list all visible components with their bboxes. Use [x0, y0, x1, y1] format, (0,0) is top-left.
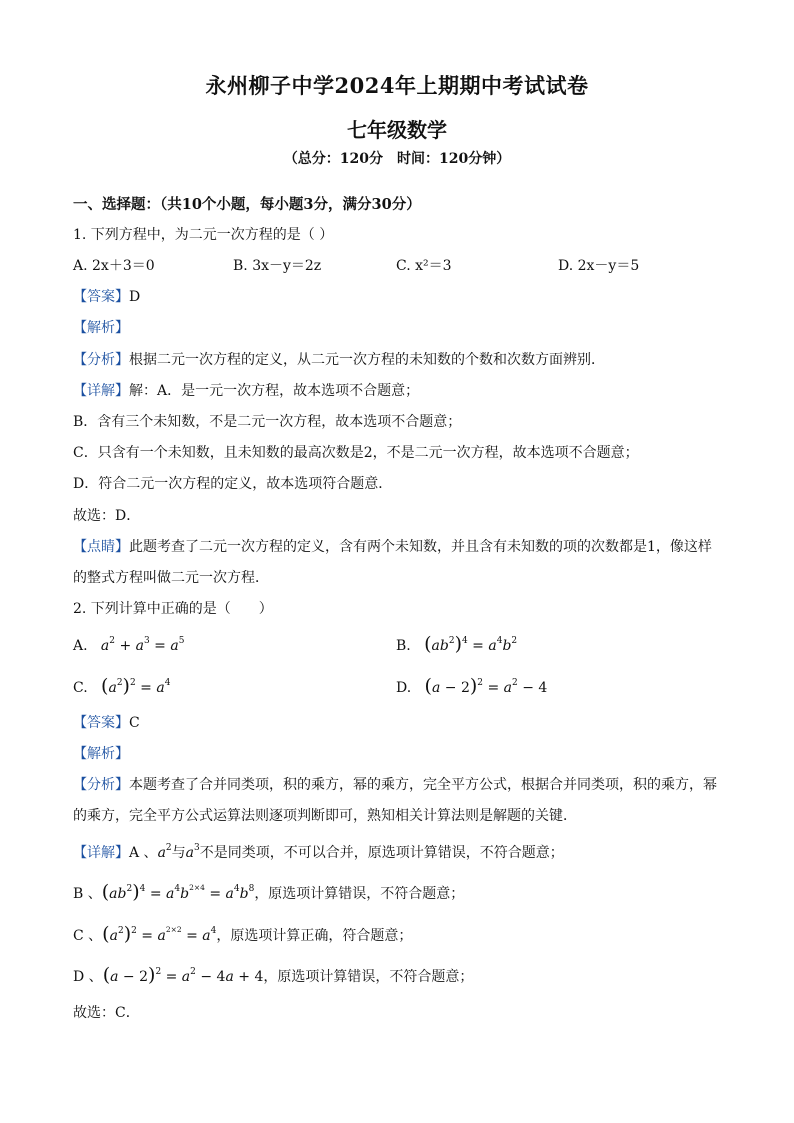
q2-detail-b-formula: $(ab^2)^4 = a^4b^{2\times 4} = a^4b^8$: [101, 881, 255, 903]
q1-point-1: 【点睛】此题考查了二元一次方程的定义，含有两个未知数，并且含有未知数的项的次数都是1，像这样: [73, 539, 712, 555]
exam-info: （总分：120分 时间：120分钟）: [283, 151, 511, 167]
q2-answer-value: C: [129, 715, 140, 731]
q2-option-c-formula: $(a^2)^2 = a^4$: [101, 675, 171, 697]
q1-detail-b: B．含有三个未知数，不是二元一次方程，故本选项不合题意；: [73, 414, 462, 430]
q1-answer-line: [73, 287, 140, 307]
section-heading: 一、选择题：（共10个小题，每小题3分，满分30分）: [73, 196, 421, 213]
q1-point-2: 的整式方程叫做二元一次方程．: [73, 570, 269, 586]
q1-option-b: B. 3x－y＝2z: [233, 258, 322, 274]
q2-detail-d-formula: $(a - 2)^2 = a^2 - 4a + 4$: [102, 964, 264, 986]
q2-detail-c-formula: $(a^2)^2 = a^{2\times 2} = a^4$: [102, 923, 217, 945]
q2-detail-a: 【详解】A 、$a^2$与$a^3$不是同类项，不可以合并，原选项计算错误，不符合题意；: [73, 843, 564, 861]
q1-option-c: C. x²＝3: [396, 258, 452, 274]
q2-option-a-formula: $a^2 + a^3 = a^5$: [100, 636, 185, 654]
q1-stem: 1. 下列方程中，为二元一次方程的是（ ）: [73, 227, 334, 243]
q2-option-d-formula: $(a - 2)^2 = a^2 - 4$: [424, 675, 548, 697]
q2-answer-line: 【答案】C: [73, 715, 140, 731]
q2-option-b-formula: $(ab^2)^4 = a^4b^2$: [424, 633, 518, 655]
q2-fenxi-2: 的乘方，完全平方公式运算法则逐项判断即可，熟知相关计算法则是解题的关键．: [73, 808, 577, 824]
q1-answer-value: D: [129, 289, 141, 305]
q1-choose: 故选：D．: [73, 508, 141, 524]
q1-option-a: A. 2x＋3＝0: [73, 258, 155, 274]
q2-option-b: B. $(ab^2)^4 = a^4b^2$: [396, 633, 518, 655]
exam-subject: 七年级数学: [347, 118, 447, 142]
q2-option-c: C. $(a^2)^2 = a^4$: [73, 675, 171, 697]
q2-detail-d: D 、$(a - 2)^2 = a^2 - 4a + 4$，原选项计算错误，不符合题意；: [73, 964, 474, 986]
exam-title: 永州柳子中学2024年上期期中考试试卷: [205, 73, 589, 98]
answer-label: 【答案】: [73, 289, 129, 305]
q2-detail-c: C 、$(a^2)^2 = a^{2\times 2} = a^4$，原选项计算正确，符合题意；: [73, 923, 413, 945]
q1-detail-c: C．只含有一个未知数，且未知数的最高次数是2，不是二元一次方程，故本选项不合题意；: [73, 445, 639, 461]
q1-detail-d: D．符合二元一次方程的定义，故本选项符合题意．: [73, 476, 393, 492]
q1-option-d: D. 2x－y＝5: [558, 258, 640, 274]
q2-stem: 2. 下列计算中正确的是（ ）: [73, 601, 273, 617]
q1-detail-a: 【详解】解：A．是一元一次方程，故本选项不合题意；: [73, 383, 420, 399]
q2-detail-b: B 、$(ab^2)^4 = a^4b^{2\times 4} = a^4b^8$，原选项计算错误，不符合题意；: [73, 881, 465, 903]
q2-choose: 故选：C．: [73, 1005, 140, 1021]
q2-fenxi-1: 【分析】本题考查了合并同类项，积的乘方，幂的乘方，完全平方公式，根据合并同类项，积的乘方，幂: [73, 777, 717, 793]
q2-analysis-label: 【解析】: [73, 746, 129, 762]
q1-analysis-label: 【解析】: [73, 320, 129, 336]
q2-option-a: A. $a^2 + a^3 = a^5$: [73, 636, 185, 654]
q2-option-d: D. $(a - 2)^2 = a^2 - 4$: [396, 675, 548, 697]
q1-fenxi: 【分析】根据二元一次方程的定义，从二元一次方程的未知数的个数和次数方面辨别．: [73, 352, 605, 368]
